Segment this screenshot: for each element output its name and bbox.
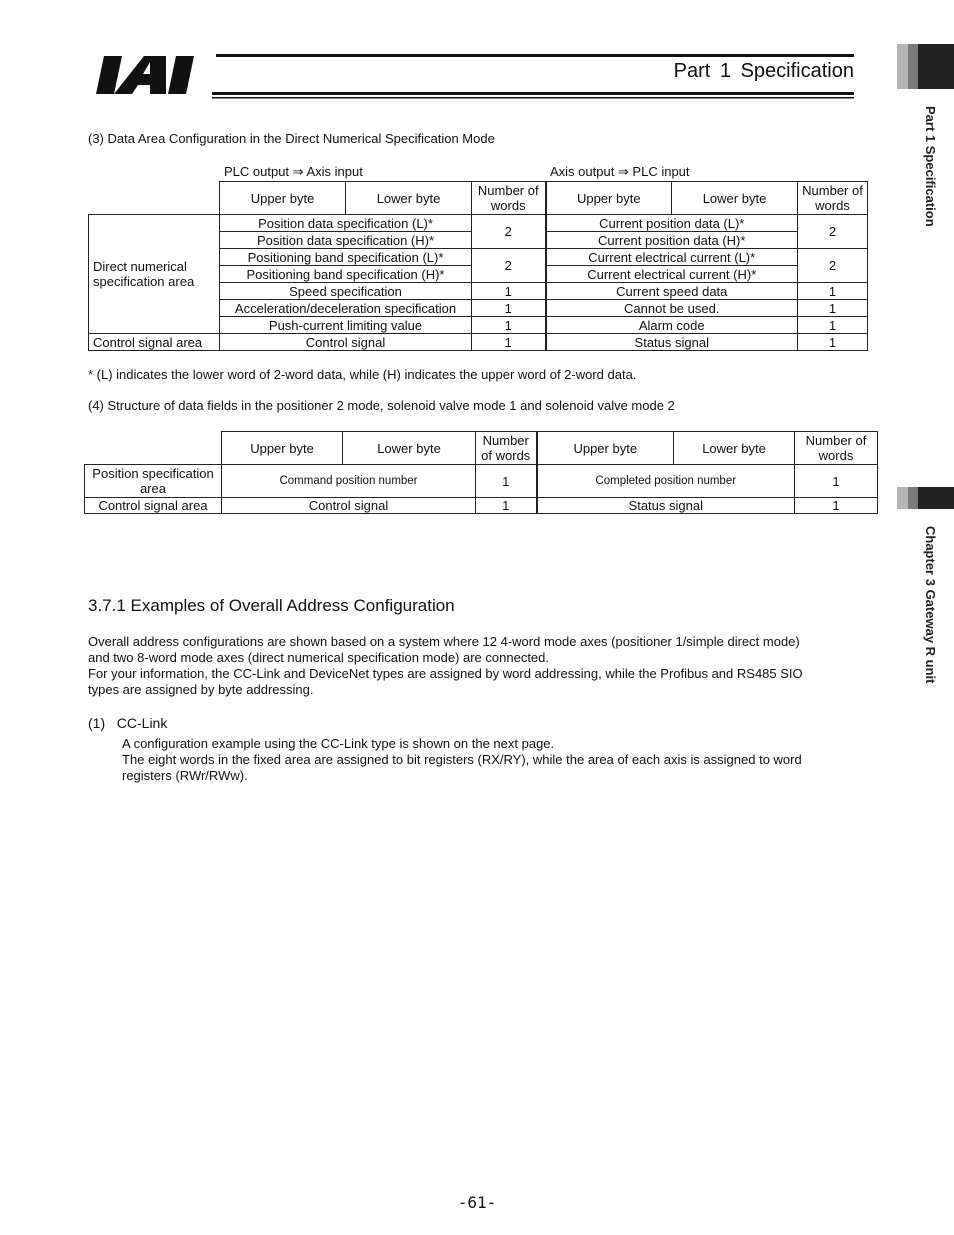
table-cell: Current speed data bbox=[546, 283, 798, 300]
header-cell: Number of words bbox=[472, 182, 546, 215]
table-cell: Control signal bbox=[220, 334, 472, 351]
header-cell: Upper byte bbox=[546, 182, 672, 215]
table-cell: Current electrical current (H)* bbox=[546, 266, 798, 283]
area-cell: Position specification area bbox=[85, 465, 222, 498]
axis-output-label: Axis output ⇒ PLC input bbox=[550, 164, 690, 179]
words-cell: 1 bbox=[798, 334, 868, 351]
area-cell: Control signal area bbox=[89, 334, 220, 351]
words-cell: 1 bbox=[795, 465, 878, 498]
table-cell: Alarm code bbox=[546, 317, 798, 334]
side-tab-part bbox=[918, 44, 954, 89]
positioner-table bbox=[84, 431, 878, 514]
paragraph-line: Overall address configurations are shown based on a system where 12 4-word mode axes (positioner 1/simple direct mode) bbox=[88, 634, 800, 649]
table-cell: Current electrical current (L)* bbox=[546, 249, 798, 266]
words-cell: 1 bbox=[472, 300, 546, 317]
words-cell: 1 bbox=[476, 498, 537, 514]
table-cell: Control signal bbox=[222, 498, 476, 514]
words-cell: 1 bbox=[472, 283, 546, 300]
table-cell: Current position data (H)* bbox=[546, 232, 798, 249]
words-cell: 1 bbox=[795, 498, 878, 514]
paragraph-line: types are assigned by byte addressing. bbox=[88, 682, 314, 697]
part-title: Part 1 Specification bbox=[673, 60, 854, 82]
table-cell: Command position number bbox=[222, 465, 476, 498]
words-cell: 1 bbox=[472, 334, 546, 351]
table-cell: Position data specification (L)* bbox=[220, 215, 472, 232]
words-cell: 2 bbox=[472, 215, 546, 249]
table-cell: Position data specification (H)* bbox=[220, 232, 472, 249]
section-heading: 3.7.1 Examples of Overall Address Configuration bbox=[88, 596, 455, 615]
header-cell: Upper byte bbox=[222, 432, 343, 465]
header-cell: Lower byte bbox=[672, 182, 798, 215]
table-cell: Current position data (L)* bbox=[546, 215, 798, 232]
side-tab-shade bbox=[897, 487, 908, 509]
table-cell: Push-current limiting value bbox=[220, 317, 472, 334]
area-cell: Direct numerical specification area bbox=[89, 215, 220, 334]
header-cell: Number of words bbox=[798, 182, 868, 215]
page-number: -61- bbox=[457, 1193, 497, 1212]
side-tab-shade bbox=[908, 44, 918, 89]
side-tab-shade bbox=[897, 44, 908, 89]
corner-cell bbox=[89, 182, 220, 215]
table-cell: Acceleration/deceleration specification bbox=[220, 300, 472, 317]
area-cell: Control signal area bbox=[85, 498, 222, 514]
table-cell: Positioning band specification (L)* bbox=[220, 249, 472, 266]
table-cell: Speed specification bbox=[220, 283, 472, 300]
subsection-line: A configuration example using the CC-Link type is shown on the next page. bbox=[122, 736, 555, 751]
words-cell: 1 bbox=[476, 465, 537, 498]
side-label-chapter: Chapter 3 Gateway R unit bbox=[923, 526, 938, 684]
subsection-line: registers (RWr/RWw). bbox=[122, 768, 248, 783]
words-cell: 1 bbox=[472, 317, 546, 334]
footnote: * (L) indicates the lower word of 2-word data, while (H) indicates the upper word of 2-word data. bbox=[88, 367, 637, 382]
words-cell: 2 bbox=[798, 215, 868, 249]
words-cell: 1 bbox=[798, 283, 868, 300]
iai-logo bbox=[96, 52, 216, 98]
header-cell: Upper byte bbox=[220, 182, 346, 215]
table-cell: Status signal bbox=[537, 498, 795, 514]
side-tab-shade bbox=[908, 487, 918, 509]
words-cell: 2 bbox=[798, 249, 868, 283]
paragraph-line: and two 8-word mode axes (direct numerical specification mode) are connected. bbox=[88, 650, 550, 665]
section3-caption: (3) Data Area Configuration in the Direct Numerical Specification Mode bbox=[88, 131, 495, 146]
header-cell: Lower byte bbox=[343, 432, 476, 465]
subsection-line: The eight words in the fixed area are assigned to bit registers (RX/RY), while the area of each axis is assigned to word bbox=[122, 752, 802, 767]
section4-caption: (4) Structure of data fields in the positioner 2 mode, solenoid valve mode 1 and solenoid valve mode 2 bbox=[88, 398, 675, 413]
words-cell: 2 bbox=[472, 249, 546, 283]
table-cell: Status signal bbox=[546, 334, 798, 351]
table-cell: Positioning band specification (H)* bbox=[220, 266, 472, 283]
words-cell: 1 bbox=[798, 317, 868, 334]
table-cell: Cannot be used. bbox=[546, 300, 798, 317]
words-cell: 1 bbox=[798, 300, 868, 317]
side-tab-chapter bbox=[918, 487, 954, 509]
table-cell: Completed position number bbox=[537, 465, 795, 498]
paragraph-line: For your information, the CC-Link and DeviceNet types are assigned by word addressing, while the Profibus and RS485 SIO bbox=[88, 666, 803, 681]
header-cell: Lower byte bbox=[674, 432, 795, 465]
subsection-heading: (1) CC-Link bbox=[88, 715, 168, 731]
plc-output-label: PLC output ⇒ Axis input bbox=[224, 164, 363, 179]
direct-numerical-table bbox=[88, 181, 868, 351]
side-label-part: Part 1 Specification bbox=[923, 106, 938, 227]
header-cell: Lower byte bbox=[346, 182, 472, 215]
header-cell: Upper byte bbox=[537, 432, 674, 465]
corner-cell bbox=[85, 432, 222, 465]
header-cell: Number of words bbox=[795, 432, 878, 465]
header-cell: Number of words bbox=[476, 432, 537, 465]
